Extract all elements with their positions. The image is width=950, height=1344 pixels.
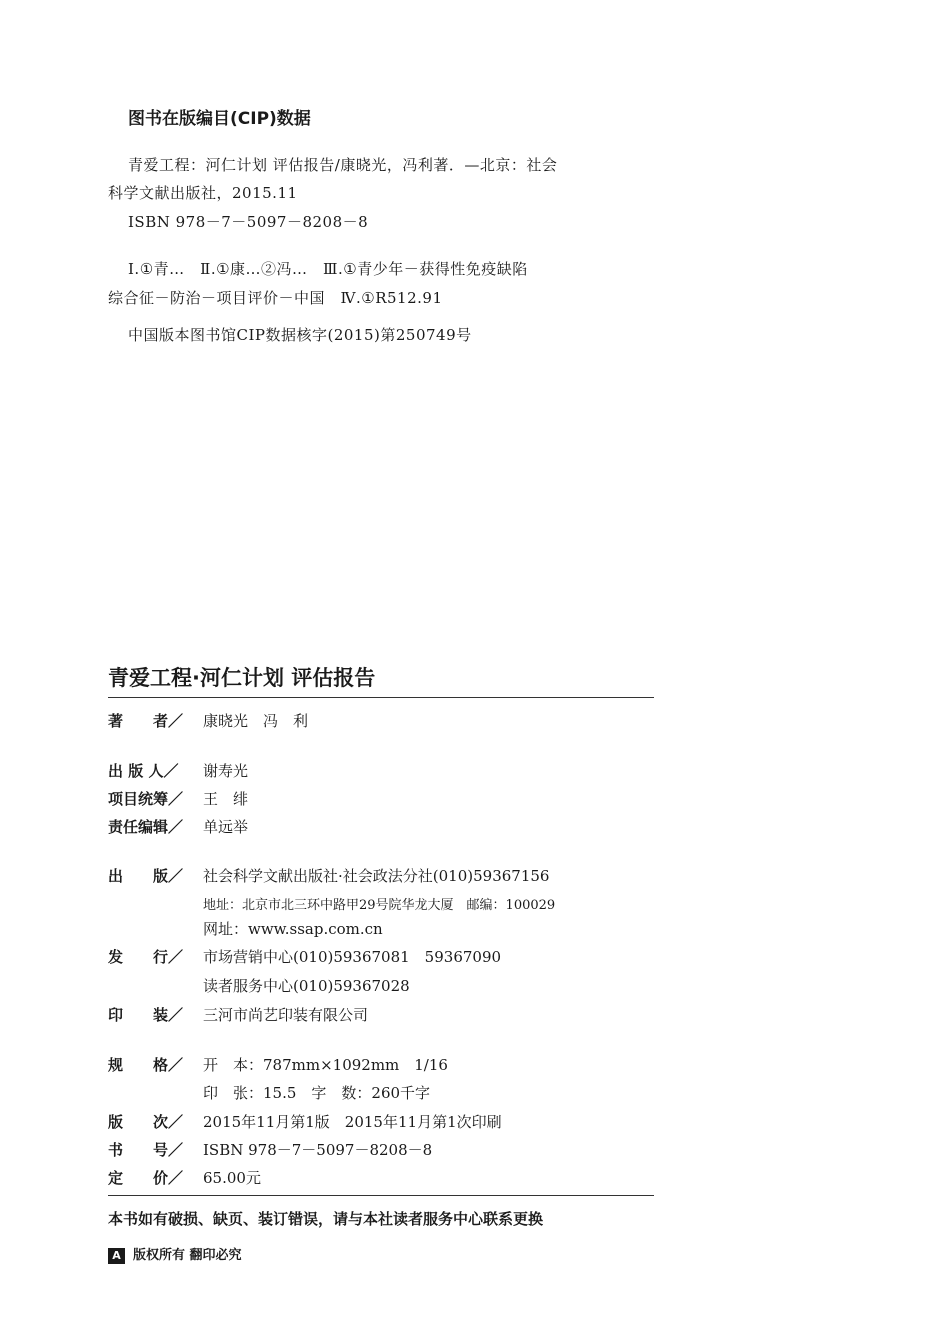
- author-label: 著 者／: [108, 712, 184, 730]
- cip-citation-line-2: 科学文献出版社，2015.11: [108, 184, 298, 202]
- book-number-label: 书 号／: [108, 1141, 184, 1159]
- author-row: [108, 710, 308, 731]
- editor-label: 责任编辑／: [108, 818, 184, 836]
- cip-classification-line-2: 综合征－防治－项目评价－中国 Ⅳ.①R512.91: [108, 289, 443, 307]
- distribute-value: 市场营销中心(010)59367081 59367090: [203, 948, 502, 966]
- cip-record-number: 中国版本图书馆CIP数据核字(2015)第250749号: [128, 326, 472, 344]
- spec-label: 规 格／: [108, 1056, 184, 1074]
- print-row: [108, 1004, 368, 1025]
- editor-value: 单远举: [203, 818, 249, 836]
- damage-notice: 本书如有破损、缺页、装订错误，请与本社读者服务中心联系更换: [108, 1210, 544, 1228]
- print-value: 三河市尚艺印装有限公司: [203, 1006, 369, 1024]
- cip-heading: 图书在版编目(CIP)数据: [128, 109, 311, 129]
- price-value: 65.00元: [203, 1169, 261, 1187]
- title-divider: [108, 697, 654, 698]
- book-title: 青爱工程·河仁计划 评估报告: [108, 666, 376, 690]
- footer-divider: [108, 1195, 654, 1196]
- publish-label: 出 版／: [108, 867, 184, 885]
- cip-classification-line-1: Ⅰ.①青… Ⅱ.①康…②冯… Ⅲ.①青少年－获得性免疫缺陷: [128, 260, 528, 278]
- publisher-logo-icon: A: [108, 1248, 125, 1264]
- publish-value: 社会科学文献出版社·社会政法分社(010)59367156: [203, 867, 550, 885]
- price-row: [108, 1167, 261, 1188]
- project-value: 王 绯: [203, 790, 249, 808]
- publisher-person-row: [108, 760, 248, 781]
- publish-row: [108, 865, 549, 886]
- edition-row: [108, 1111, 502, 1132]
- spec-sheets: 印 张：15.5 字 数：260千字: [203, 1084, 431, 1102]
- book-number-row: [108, 1139, 432, 1160]
- copyright-line: [108, 1244, 242, 1264]
- cip-citation-line-1: 青爱工程：河仁计划 评估报告/康晓光，冯利著．—北京：社会: [128, 156, 558, 174]
- print-label: 印 装／: [108, 1006, 184, 1024]
- edition-label: 版 次／: [108, 1113, 184, 1131]
- edition-value: 2015年11月第1版 2015年11月第1次印刷: [203, 1113, 502, 1131]
- publisher-person-value: 谢寿光: [203, 762, 249, 780]
- publisher-website: 网址：www.ssap.com.cn: [203, 920, 383, 938]
- project-row: [108, 788, 248, 809]
- publisher-person-label: 出 版 人／: [108, 762, 179, 780]
- author-value: 康晓光 冯 利: [203, 712, 309, 730]
- spec-value: 开 本：787mm×1092mm 1/16: [203, 1056, 448, 1074]
- editor-row: [108, 816, 248, 837]
- distribute-label: 发 行／: [108, 948, 184, 966]
- book-number-value: ISBN 978－7－5097－8208－8: [203, 1141, 433, 1159]
- distribute-row: [108, 946, 501, 967]
- cip-isbn: ISBN 978－7－5097－8208－8: [128, 213, 369, 231]
- project-label: 项目统筹／: [108, 790, 184, 808]
- copyright-text: 版权所有 翻印必究: [133, 1248, 242, 1263]
- spec-row: [108, 1054, 448, 1075]
- price-label: 定 价／: [108, 1169, 184, 1187]
- publisher-address: 地址：北京市北三环中路甲29号院华龙大厦 邮编：100029: [203, 898, 556, 913]
- reader-service: 读者服务中心(010)59367028: [203, 977, 410, 995]
